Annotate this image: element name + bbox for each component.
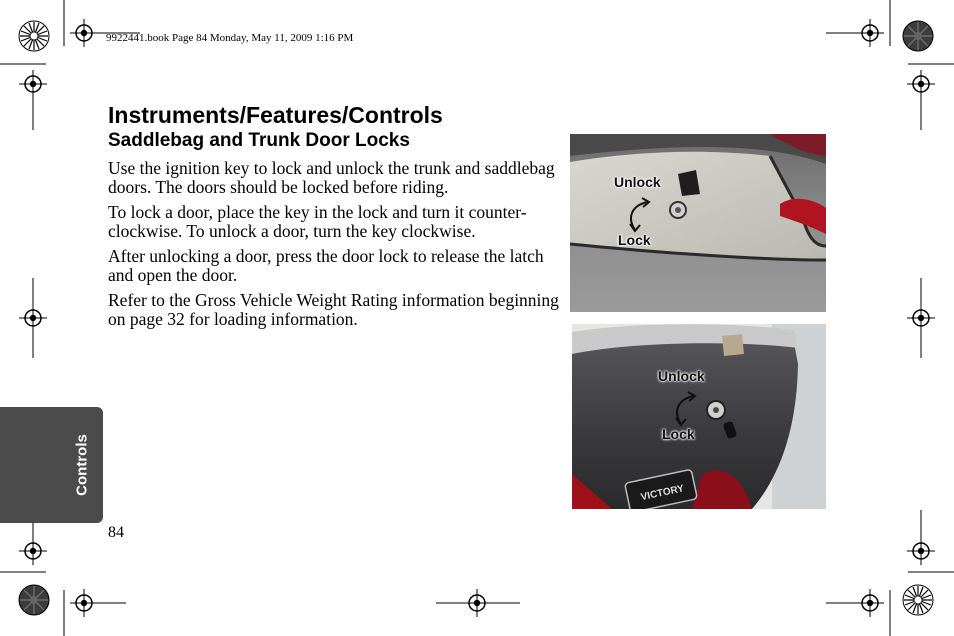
saddlebag-lock-photo xyxy=(570,134,826,312)
section-title: Instruments/Features/Controls xyxy=(108,102,443,128)
lock-label: Lock xyxy=(662,426,695,442)
body-text xyxy=(108,159,564,335)
rotation-arrow-icon xyxy=(625,196,655,236)
paragraph: To lock a door, place the key in the lock and turn it counter-clockwise. To unlock a door, turn the key clockwise. xyxy=(108,202,527,241)
paragraph: After unlocking a door, press the door lock to release the latch and open the door. xyxy=(108,246,544,285)
lock-label: Lock xyxy=(618,232,651,248)
license-plate-text: VICTORY xyxy=(639,483,686,504)
unlock-label: Unlock xyxy=(658,368,705,384)
side-tab-label: Controls xyxy=(73,434,91,496)
section-subtitle: Saddlebag and Trunk Door Locks xyxy=(108,130,410,151)
book-header: 9922441.book Page 84 Monday, May 11, 2009 1:16 PM xyxy=(106,32,354,44)
unlock-label: Unlock xyxy=(614,174,661,190)
page-number: 84 xyxy=(108,524,124,541)
rotation-arrow-icon xyxy=(671,390,701,430)
paragraph: Use the ignition key to lock and unlock the trunk and saddlebag doors. The doors should be locked before riding. xyxy=(108,158,555,197)
paragraph: Refer to the Gross Vehicle Weight Rating information beginning on page 32 for loading information. xyxy=(108,290,559,329)
